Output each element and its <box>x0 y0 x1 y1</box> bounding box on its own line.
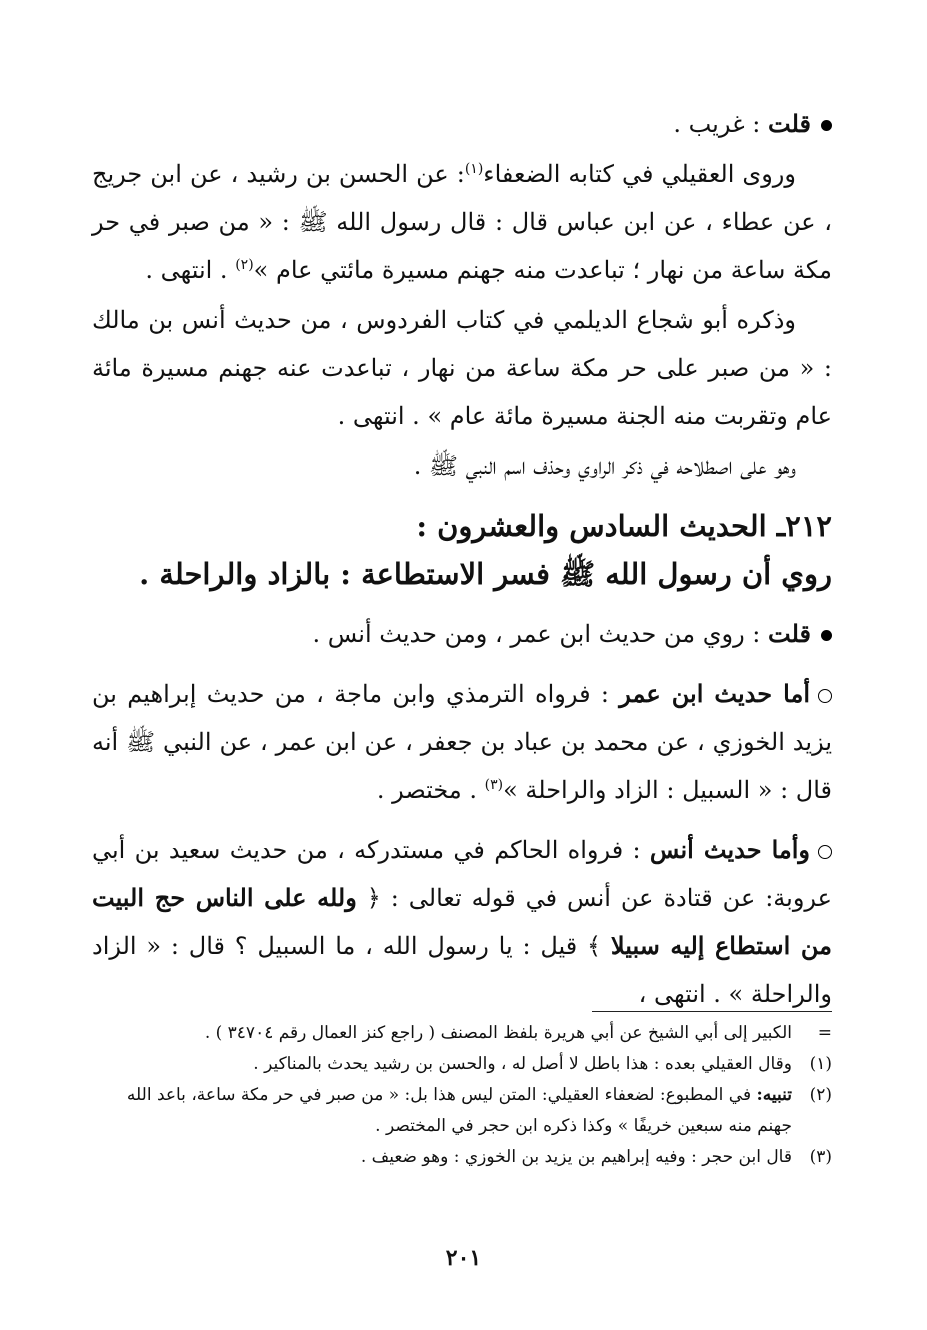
section-label: وأما حديث أنس <box>649 835 810 864</box>
paragraph-text: وروى العقيلي في كتابه الضعفاء <box>483 160 796 188</box>
footnote-number: (٣) <box>809 1147 832 1167</box>
footnote-2 <box>92 1080 832 1142</box>
footnotes <box>92 1018 832 1173</box>
paragraph-text: : فرواه الحاكم في مستدركه ، من حديث سعيد بن أبي عروبة: عن قتادة عن أنس في قوله تعالى : ﴿ <box>92 836 832 912</box>
paragraph-uqayli <box>92 150 832 294</box>
paragraph-anas <box>92 826 832 1018</box>
paragraph-text: : فرواه الترمذي وابن ماجة ، من حديث إبراهيم بن يزيد الخوزي ، عن محمد بن عباد بن جعفر ، عن ابن عمر ، عن النبي ﷺ أنه قال : « السبيل : الزاد والراحلة » <box>92 680 832 804</box>
paragraph-text: : عن الحسن بن رشيد ، عن ابن جريج ، عن عطاء ، عن ابن عباس قال : قال رسول الله ﷺ : « من صبر في حر مكة ساعة من نهار ؛ تباعدت منه جهنم مسيرة مائتي عام » <box>92 160 832 284</box>
bullet-icon <box>821 630 832 641</box>
footnote-ref-3[interactable]: (٣) <box>484 777 504 793</box>
qult-label: قلت <box>768 619 811 648</box>
paragraph-text: : غريب . <box>673 110 761 138</box>
paragraph-text: : روي من حديث ابن عمر ، ومن حديث أنس . <box>312 620 761 648</box>
footnote-ref-2[interactable]: (٢) <box>235 257 254 273</box>
paragraph-text: . انتهى . <box>145 256 236 284</box>
paragraph-qult-ruwiya <box>92 610 832 658</box>
hadith-heading-text: روي أن رسول الله ﷺ فسر الاستطاعة : بالزاد والراحلة . <box>139 557 832 591</box>
footnote-text: وقال العقيلي بعده : هذا باطل لا أصل له ، والحسن بن رشيد يحدث بالمناكير . <box>253 1054 792 1074</box>
footnote-label: تنبيه: <box>756 1085 792 1105</box>
footnote-continued <box>92 1018 832 1049</box>
quran-verse: ولله على الناس حج البيت من استطاع إليه سبيلا <box>92 883 832 960</box>
paragraph-istilah: وهو على اصطلاحه في ذكر الراوي وحذف اسم النبي ﷺ . <box>413 452 796 480</box>
paragraph-qult-gharib <box>92 100 832 148</box>
circle-bullet-icon <box>818 689 832 703</box>
paragraph-text: . مختصر . <box>376 776 485 804</box>
paragraph-text: ﴾ قيل : يا رسول الله ، ما السبيل ؟ قال : « الزاد والراحلة » . انتهى ، <box>92 932 832 1008</box>
footnote-divider <box>592 1011 832 1012</box>
footnote-text: قال ابن حجر : وفيه إبراهيم بن يزيد بن الخوزي : وهو ضعيف . <box>360 1147 792 1167</box>
hadith-heading-number: ٢١٢ـ الحديث السادس والعشرون : <box>416 509 832 543</box>
qult-label: قلت <box>768 109 811 138</box>
footnote-number: (١) <box>809 1054 832 1074</box>
footnote-1 <box>92 1049 832 1080</box>
section-label: أما حديث ابن عمر <box>619 679 810 708</box>
footnote-text <box>92 1080 792 1142</box>
bullet-icon <box>821 120 832 131</box>
footnote-number: = <box>817 1023 832 1043</box>
footnote-number: (٢) <box>809 1085 832 1105</box>
footnote-3 <box>92 1142 832 1173</box>
page-number: ٢٠١ <box>445 1245 482 1271</box>
main-text <box>92 100 832 1018</box>
circle-bullet-icon <box>818 845 832 859</box>
paragraph-daylami: وذكره أبو شجاع الديلمي في كتاب الفردوس ، من حديث أنس بن مالك : « من صبر على حر مكة ساعة من نهار ، تباعدت عنه جهنم مسيرة مائة عام وتقربت منه الجنة مسيرة مائة عام » . انتهى . <box>92 306 832 430</box>
paragraph-ibn-umar <box>92 670 832 814</box>
footnote-body: في المطبوع: لضعفاء العقيلي: المتن ليس هذا بل: « من صبر في حر مكة ساعة، باعد الله جهنم منه سبعين خريفًا » وكذا ذكره ابن حجر في المختصر . <box>126 1085 792 1136</box>
footnote-text: الكبير إلى أبي الشيخ عن أبي هريرة بلفظ المصنف ( راجع كنز العمال رقم ٣٤٧٠٤ ) . <box>204 1023 792 1043</box>
footnote-ref-1[interactable]: (١) <box>464 161 484 177</box>
